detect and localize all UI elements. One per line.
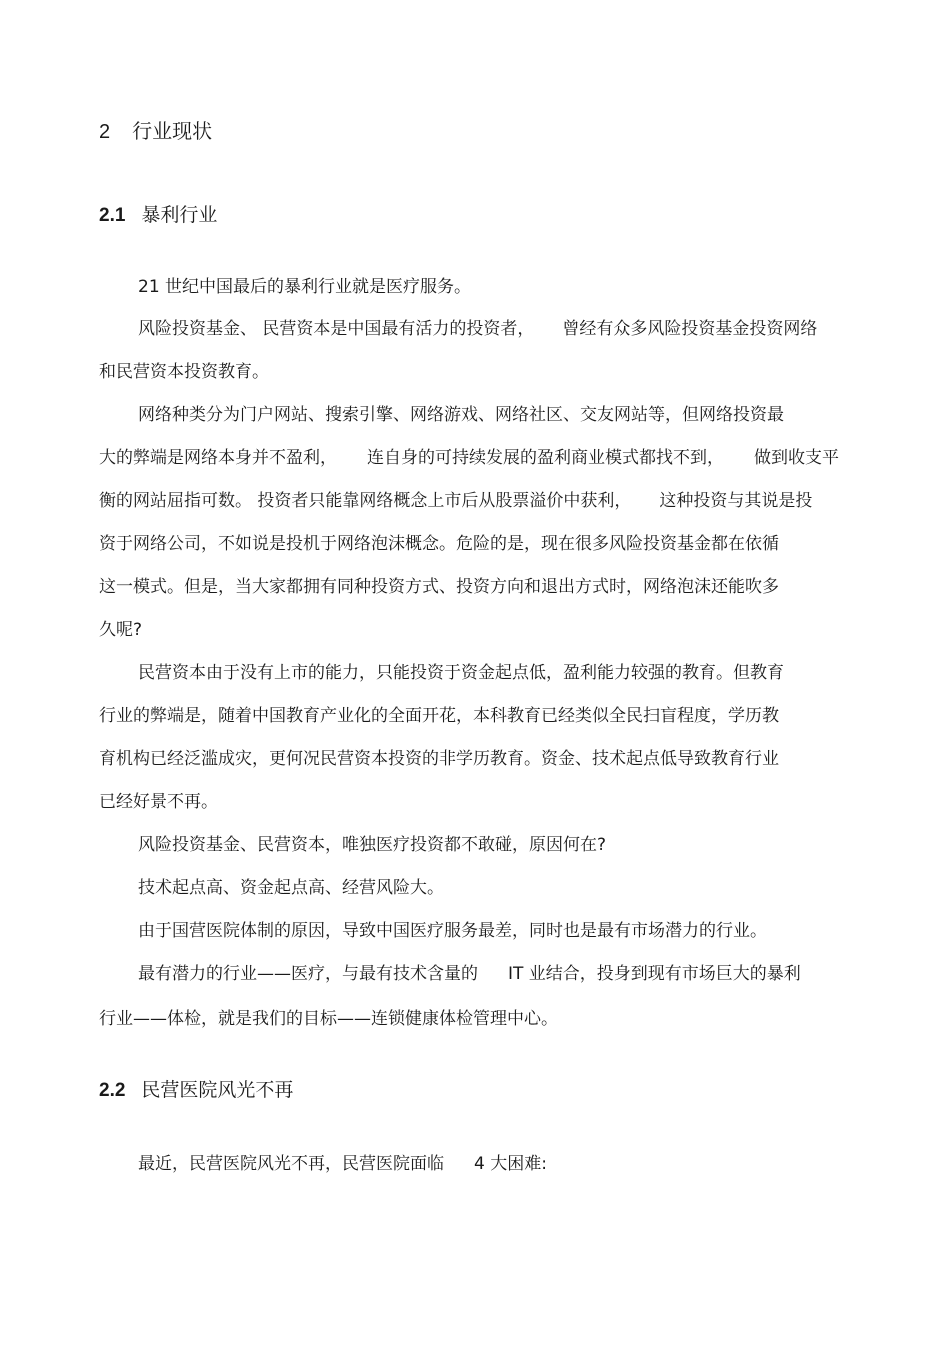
heading-section-2 [99,120,212,143]
paragraph-4-line-1: 民营资本由于没有上市的能力，只能投资于资金起点低，盈利能力较强的教育。但教育 [138,663,784,683]
text-segment: 最近，民营医院风光不再，民营医院面临 [138,1154,444,1174]
section-title: 民营医院风光不再 [141,1079,294,1101]
text-segment: 这种投资与其说是投 [659,491,813,511]
paragraph-3-line-1: 网络种类分为门户网站、搜索引擎、网络游戏、网络社区、交友网站等，但网络投资最 [138,405,784,425]
text-segment: 风险投资基金、 民营资本是中国最有活力的投资者， [138,319,535,339]
paragraph-2-line-1 [138,318,817,340]
text-segment: 衡的网站屈指可数。 投资者只能靠网络概念上市后从股票溢价中获利， [99,491,632,511]
paragraph-7: 由于国营医院体制的原因，导致中国医疗服务最差，同时也是最有市场潜力的行业。 [138,921,767,941]
paragraph-6: 技术起点高、资金起点高、经营风险大。 [138,878,444,898]
paragraph-8-line-1 [138,963,801,985]
paragraph-4-line-4: 已经好景不再。 [99,792,218,812]
paragraph-3-line-6: 久呢? [99,620,143,640]
text-segment: 大的弊端是网络本身并不盈利， [99,448,337,468]
paragraph-3-line-5: 这一模式。但是，当大家都拥有同种投资方式、投资方向和退出方式时，网络泡沫还能吹多 [99,577,779,597]
paragraph-2-line-2: 和民营资本投资教育。 [99,362,269,382]
text-segment: 连自身的可持续发展的盈利商业模式都找不到， [367,448,724,468]
paragraph-5: 风险投资基金、民营资本，唯独医疗投资都不敢碰，原因何在? [138,835,607,855]
section-number: 2 [99,121,111,143]
paragraph-1: 21 世纪中国最后的暴利行业就是医疗服务。 [138,277,472,297]
paragraph-3-line-3 [99,490,812,512]
text-segment: IT 业结合，投身到现有市场巨大的暴利 [508,964,801,984]
heading-section-2-2 [99,1079,293,1102]
section-title: 暴利行业 [141,204,218,226]
paragraph-3-line-4: 资于网络公司，不如说是投机于网络泡沫概念。危险的是，现在很多风险投资基金都在依循 [99,534,779,554]
paragraph-4-line-3: 育机构已经泛滥成灾，更何况民营资本投资的非学历教育。资金、技术起点低导致教育行业 [99,749,779,769]
section-title: 行业现状 [132,119,213,143]
paragraph-4-line-2: 行业的弊端是，随着中国教育产业化的全面开花，本科教育已经类似全民扫盲程度，学历教 [99,706,779,726]
text-segment: 最有潜力的行业——医疗，与最有技术含量的 [138,964,478,984]
section-number: 2.1 [99,205,126,226]
heading-section-2-1 [99,204,217,227]
section-number: 2.2 [99,1080,126,1101]
text-segment: 曾经有众多风险投资基金投资网络 [562,319,818,339]
text-segment: 4 大困难: [474,1154,547,1174]
paragraph-9 [138,1153,547,1175]
paragraph-3-line-2 [99,447,839,469]
paragraph-8-line-2: 行业——体检，就是我们的目标——连锁健康体检管理中心。 [99,1009,558,1029]
text-segment: 做到收支平 [754,448,839,468]
